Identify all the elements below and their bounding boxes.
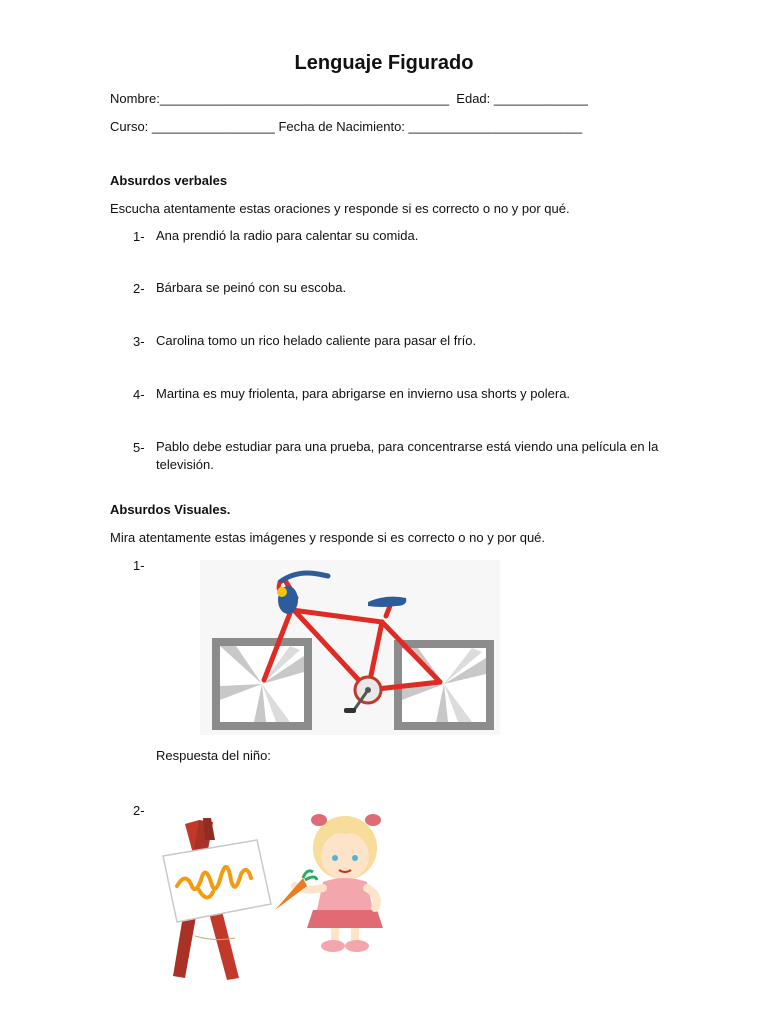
verbal-item-number: 5- bbox=[133, 440, 145, 455]
visual-item-number: 2- bbox=[133, 803, 145, 818]
visual-instruction: Mira atentamente estas imágenes y responde si es correcto o no y por qué. bbox=[110, 530, 546, 545]
verbal-item-text: Pablo debe estudiar para una prueba, para concentrarse está viendo una película en la televisión. bbox=[156, 439, 659, 472]
course-label: Curso: bbox=[110, 119, 149, 134]
square-wheel-bicycle-image bbox=[200, 560, 500, 735]
verbal-instruction: Escucha atentamente estas oraciones y responde si es correcto o no y por qué. bbox=[110, 201, 570, 216]
birth-label: Fecha de Nacimiento: bbox=[278, 119, 405, 134]
course-birth-row bbox=[110, 119, 582, 134]
course-blank[interactable]: _________________ bbox=[151, 119, 275, 134]
name-age-row bbox=[110, 91, 588, 106]
verbal-item-text: Martina es muy friolenta, para abrigarse en invierno usa shorts y polera. bbox=[156, 386, 571, 401]
visual-item-number: 1- bbox=[133, 558, 145, 573]
age-label: Edad: bbox=[456, 91, 491, 106]
birth-blank[interactable]: ________________________ bbox=[408, 119, 583, 134]
verbal-item-text: Bárbara se peinó con su escoba. bbox=[156, 280, 347, 295]
age-blank[interactable]: _____________ bbox=[493, 91, 588, 106]
verbal-item-text: Ana prendió la radio para calentar su comida. bbox=[156, 228, 419, 243]
girl-figure bbox=[295, 814, 383, 952]
name-blank[interactable]: ________________________________________ bbox=[159, 91, 450, 106]
verbal-item-number: 3- bbox=[133, 334, 145, 349]
verbal-item-number: 4- bbox=[133, 387, 145, 402]
page-title: Lenguaje Figurado bbox=[294, 52, 474, 74]
verbal-heading: Absurdos verbales bbox=[110, 173, 228, 188]
verbal-item-text: Carolina tomo un rico helado caliente para pasar el frío. bbox=[156, 333, 477, 348]
child-answer-label: Respuesta del niño: bbox=[156, 748, 271, 763]
visual-heading: Absurdos Visuales. bbox=[110, 502, 231, 517]
left-square-wheel bbox=[216, 642, 308, 726]
verbal-item-number: 2- bbox=[133, 281, 145, 296]
girl-painting-with-carrot-image bbox=[155, 800, 395, 985]
verbal-item-number: 1- bbox=[133, 229, 145, 244]
name-label: Nombre: bbox=[110, 91, 160, 106]
